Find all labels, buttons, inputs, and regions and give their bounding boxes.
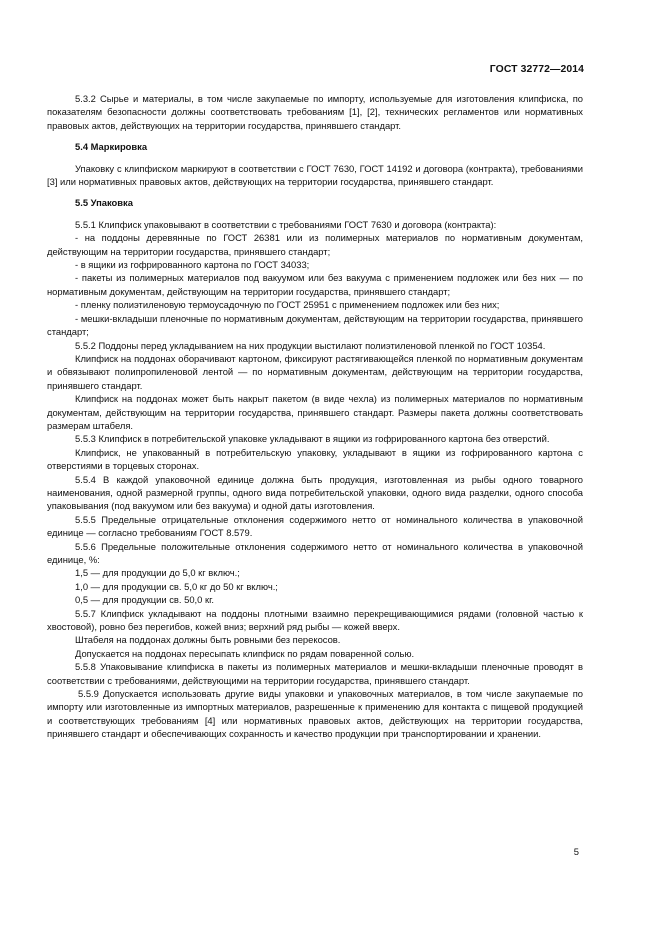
list-item: 1,0 — для продукции св. 5,0 кг до 50 кг включ.; bbox=[75, 580, 278, 592]
section-heading-packaging: 5.5 Упаковка bbox=[75, 197, 133, 209]
clause-5-4-text: Упаковку с клипфиском маркируют в соответствии с ГОСТ 7630, ГОСТ 14192 и договора (контракта), требованиями [3] или нормативных правовых актов, действующих на территории государства, принявшего стандарт. bbox=[47, 162, 583, 188]
paragraph: Штабеля на поддонах должны быть ровными без перекосов. bbox=[75, 634, 341, 646]
clause-5-5-2: 5.5.2 Поддоны перед укладыванием на них продукции выстилают полиэтиленовой пленкой по ГОСТ 10354. bbox=[75, 339, 546, 351]
list-item: 0,5 — для продукции св. 50,0 кг. bbox=[75, 594, 214, 606]
clause-5-5-9: 5.5.9 Допускается использовать другие виды упаковки и упаковочных материалов, в том числе закупаемые по импорту или изготовленные из импортных материалов, разрешенные к применению для контакта с пищевой продукцией и соответствующих требованиям [4] или нормативных правовых актов, действующих на территории государства, принявшего стандарт и обеспечивающих сохранность и качество продукции при транспортировании и хранении. bbox=[47, 688, 583, 740]
clause-5-5-5: 5.5.5 Предельные отрицательные отклонения содержимого нетто от номинального количества в упаковочной единице — согласно требованиям ГОСТ 8.579. bbox=[47, 513, 583, 539]
clause-5-5-4: 5.5.4 В каждой упаковочной единице должна быть продукция, изготовленная из рыбы одного товарного наименования, одной размерной группы, одного вида потребительской упаковки, одного вида разделки, одного способа упаковывания (под вакуумом или без вакуума) и одной даты изготовления. bbox=[47, 473, 583, 512]
clause-5-3-2: 5.3.2 Сырье и материалы, в том числе закупаемые по импорту, используемые для изготовления клипфиска, по показателям безопасности должны соответствовать требованиям [1], [2], технических регламентов или нормативных правовых актов, действующих на территории государства, принявшего стандарт. bbox=[47, 93, 583, 131]
clause-5-5-7: 5.5.7 Клипфиск укладывают на поддоны плотными взаимно перекрещивающимися рядами (головной частью к хвостовой), ровно без перегибов, кожей вниз; верхний ряд рыбы — кожей вверх. bbox=[47, 607, 583, 633]
clause-5-5-6: 5.5.6 Предельные положительные отклонения содержимого нетто от номинального количества в упаковочной единице, %: bbox=[47, 540, 583, 565]
list-item: - пакеты из полимерных материалов под вакуумом или без вакуума с применением подложек или без них — по нормативным документам, действующим на территории государства, принявшего стандарт; bbox=[47, 272, 583, 297]
list-item: - пленку полиэтиленовую термоусадочную по ГОСТ 25951 с применением подложек или без них; bbox=[75, 299, 500, 311]
section-heading-marking: 5.4 Маркировка bbox=[75, 141, 148, 153]
clause-5-5-1: 5.5.1 Клипфиск упаковывают в соответствии с требованиями ГОСТ 7630 и договора (контракта): bbox=[75, 218, 497, 230]
list-item: - на поддоны деревянные по ГОСТ 26381 или из полимерных материалов по нормативным документам, действующим на территории государства, принявшего стандарт; bbox=[47, 232, 583, 257]
document-body bbox=[47, 92, 583, 741]
list-item: - в ящики из гофрированного картона по ГОСТ 34033; bbox=[75, 259, 310, 271]
paragraph: Клипфиск на поддонах может быть накрыт пакетом (в виде чехла) из полимерных материалов по нормативным документам, действующим на территории государства, принявшего стандарт. Размеры пакета должны соответствовать размерам штабеля. bbox=[47, 393, 583, 431]
paragraph: Клипфиск на поддонах оборачивают картоном, фиксируют растягивающейся пленкой по нормативным документам и обвязывают полипропиленовой лентой — по нормативным документам, действующим на территории государства, принявшего стандарт. bbox=[47, 352, 583, 391]
paragraph: Допускается на поддонах пересыпать клипфиск по рядам поваренной солью. bbox=[75, 647, 415, 659]
page-number: 5 bbox=[573, 846, 579, 857]
list-item: - мешки-вкладыши пленочные по нормативным документам, действующим на территории государства, принявшего стандарт; bbox=[47, 312, 583, 338]
list-item: 1,5 — для продукции до 5,0 кг включ.; bbox=[75, 567, 240, 579]
paragraph: Клипфиск, не упакованный в потребительскую упаковку, укладывают в ящики из гофрированного картона с отверстиями в торцевых сторонах. bbox=[47, 446, 583, 472]
document-header: ГОСТ 32772—2014 bbox=[489, 64, 584, 75]
clause-5-5-3: 5.5.3 Клипфиск в потребительской упаковке укладывают в ящики из гофрированного картона без отверстий. bbox=[75, 433, 550, 445]
clause-5-5-8: 5.5.8 Упаковывание клипфиска в пакеты из полимерных материалов и мешки-вкладыши пленочные проводят в соответствии с требованиями, действующими на территории государства, принявшего стандарт. bbox=[47, 661, 583, 686]
